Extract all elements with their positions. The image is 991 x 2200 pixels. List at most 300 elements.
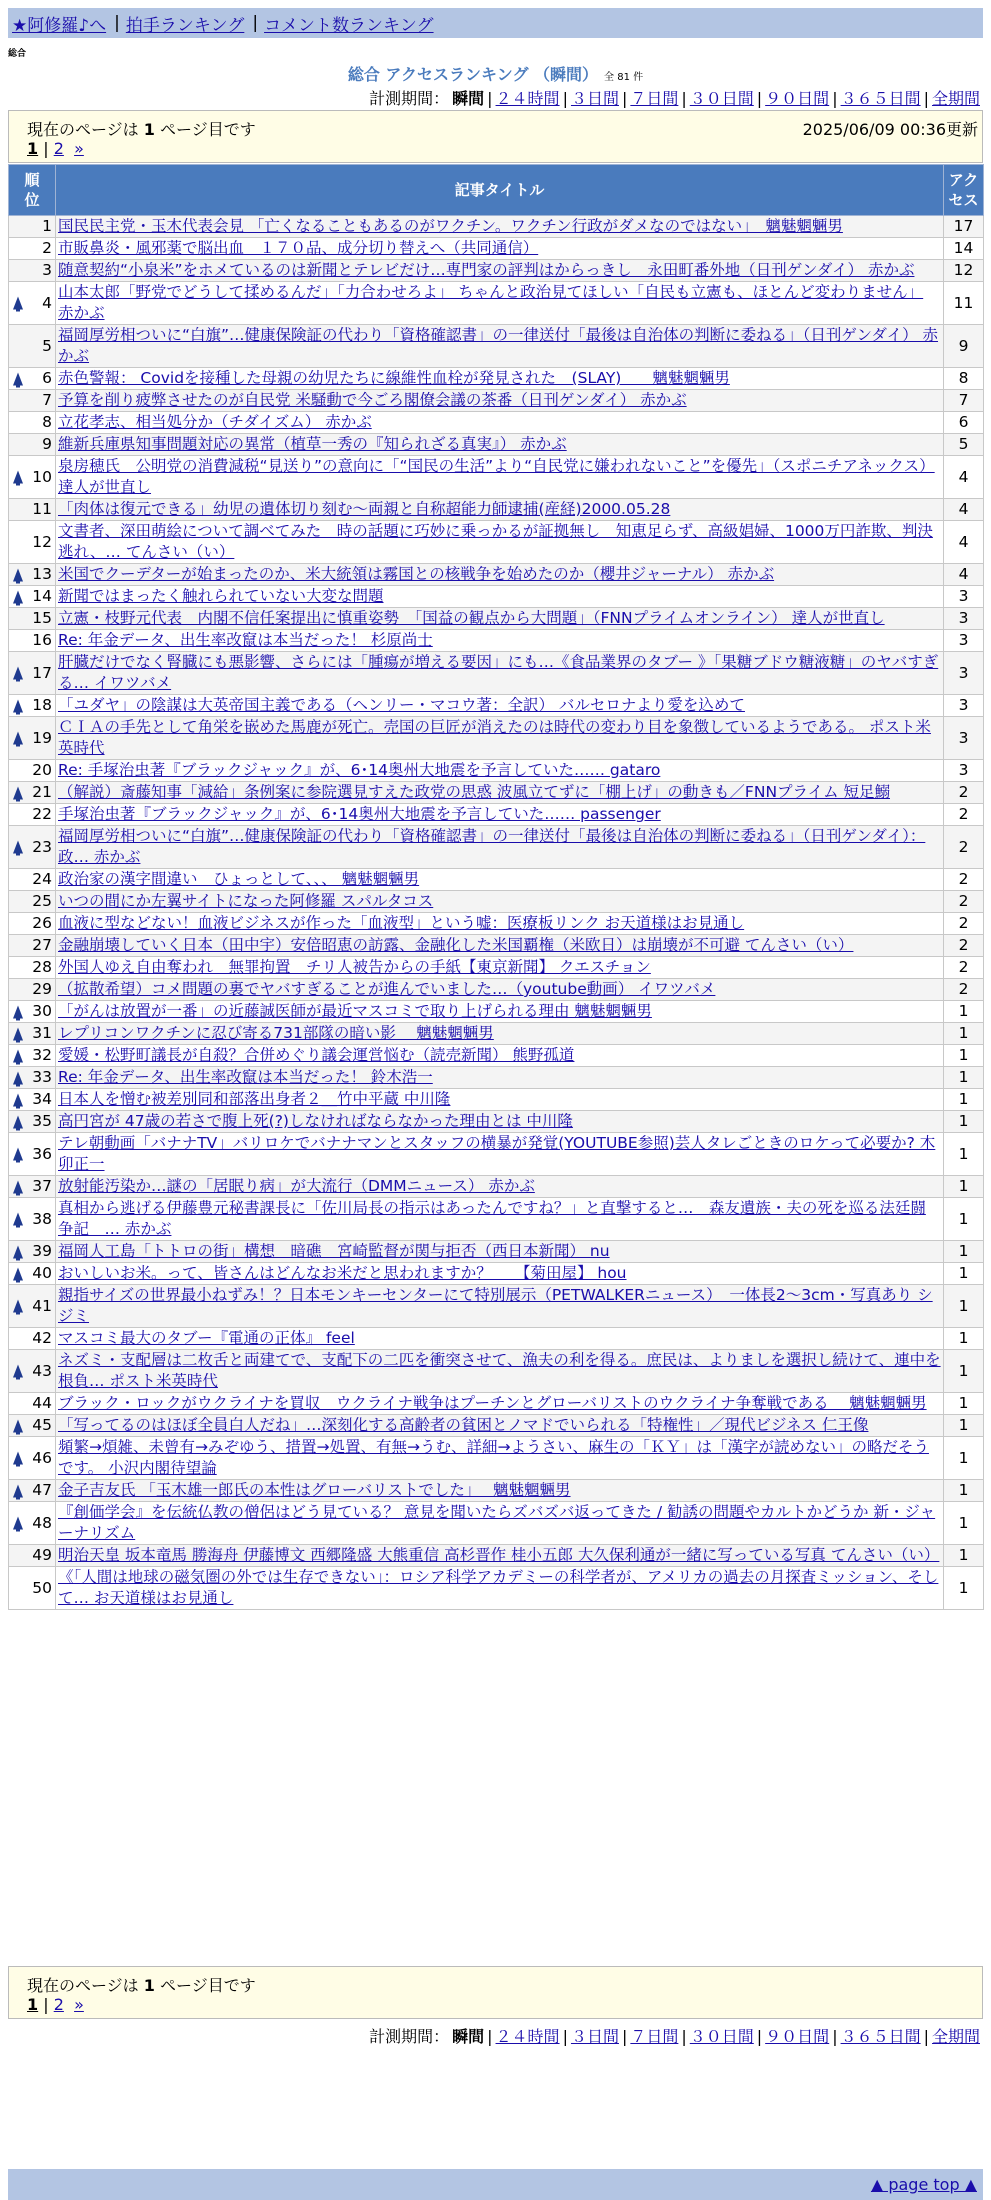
access-count: 1 xyxy=(944,1045,984,1067)
rank-up-arrow-icon xyxy=(13,732,23,745)
title-cell xyxy=(56,412,944,434)
table-row xyxy=(9,1480,984,1502)
article-title-link[interactable]: 肝臓だけでなく腎臓にも悪影響、さらには「腫瘍が増える要因」にも…《食品業界のタブー 》「果糖ブドウ糖液糖」のヤバすぎる… イワツバメ xyxy=(58,653,939,692)
article-title-link[interactable]: 頻繁→煩雑、未曾有→みぞゆう、措置→処置、有無→うむ、詳細→ようさい、麻生の「ＫＹ」は「漢字が読めない」の略だそうです。 小沢内閣待望論 xyxy=(58,1438,929,1477)
article-title-link[interactable]: 立憲・枝野元代表 内閣不信任案提出に慎重姿勢 「国益の観点から大問題」（FNNプライムオンライン） 達人が世直し xyxy=(58,609,885,627)
pager-next-link[interactable]: » xyxy=(74,139,84,158)
access-count: 2 xyxy=(944,957,984,979)
table-row xyxy=(9,869,984,891)
article-title-link[interactable]: 泉房穂氏 公明党の消費減税“見送り”の意向に「“国民の生活”より“自民党に嫌われないこと”を優先」（スポニチアネックス） 達人が世直し xyxy=(58,457,935,496)
table-row xyxy=(9,826,984,869)
rank-up-arrow-icon xyxy=(13,1365,23,1378)
rank-up-arrow-icon xyxy=(13,1049,23,1062)
access-count: 1 xyxy=(944,1176,984,1198)
access-count: 3 xyxy=(944,586,984,608)
rank-number: 18 xyxy=(32,696,52,714)
table-row xyxy=(9,1567,984,1610)
rank-number: 8 xyxy=(42,413,52,431)
rank-cell xyxy=(9,282,56,325)
access-count: 3 xyxy=(944,695,984,717)
rank-number: 50 xyxy=(32,1578,52,1597)
rank-up-arrow-icon xyxy=(13,471,23,484)
ranking-body xyxy=(9,216,984,1610)
rank-number: 20 xyxy=(32,761,52,779)
title-cell xyxy=(56,652,944,695)
title-cell xyxy=(56,390,944,412)
period-90d-link[interactable]: ９０日間 xyxy=(765,2027,830,2046)
access-count: 1 xyxy=(944,1545,984,1567)
title-cell xyxy=(56,760,944,782)
title-cell xyxy=(56,216,944,238)
rank-cell xyxy=(9,238,56,260)
rank-number: 40 xyxy=(32,1264,52,1282)
article-title-link[interactable]: 福岡人工島「トトロの街」構想 暗礁 宮崎監督が関与拒否（西日本新聞） nu xyxy=(58,1242,610,1260)
table-row xyxy=(9,1263,984,1285)
rank-cell xyxy=(9,325,56,368)
rank-up-arrow-icon xyxy=(13,1419,23,1432)
article-title-link[interactable]: 政治家の漢字間違い ひょっとして、、、 魑魅魍魎男 xyxy=(58,870,420,888)
title-cell xyxy=(56,1480,944,1502)
col-rank-header: 順位 xyxy=(9,165,56,216)
pager-current: 1 xyxy=(27,139,39,158)
access-count: 1 xyxy=(944,1437,984,1480)
rank-cell xyxy=(9,1045,56,1067)
access-count: 1 xyxy=(944,1023,984,1045)
table-row xyxy=(9,216,984,238)
title-cell xyxy=(56,1176,944,1198)
article-title-link[interactable]: 「肉体は復元できる」幼児の遺体切り刻む～両親と自称超能力師逮捕(産経)2000.05.28 xyxy=(58,500,671,518)
rank-cell xyxy=(9,782,56,804)
rank-number: 33 xyxy=(32,1068,52,1086)
rank-cell xyxy=(9,1133,56,1176)
rank-cell xyxy=(9,1263,56,1285)
article-title-link[interactable]: 親指サイズの世界最小ねずみ！？日本モンキーセンターにて特別展示（PETWALKERニュース） 一体長2～3cm・写真あり シジミ xyxy=(58,1286,933,1325)
table-row xyxy=(9,1133,984,1176)
rank-cell xyxy=(9,1567,56,1610)
title-cell xyxy=(56,1111,944,1133)
article-title-link[interactable]: ＣＩＡの手先として角栄を嵌めた馬鹿が死亡。売国の巨匠が消えたのは時代の変わり目を象徴しているようである。 ポスト米英時代 xyxy=(58,718,931,757)
updated-timestamp: 2025/06/09 00:36更新 xyxy=(802,120,978,139)
title-cell xyxy=(56,282,944,325)
article-title-link[interactable]: ネズミ・支配層は二枚舌と両建てで、支配下の二匹を衝突させて、漁夫の利を得る。庶民は、よりましを選択し続けて、連中を根負… ポスト米英時代 xyxy=(58,1351,941,1390)
access-count: 3 xyxy=(944,717,984,760)
rank-up-arrow-icon xyxy=(13,1267,23,1280)
rank-up-arrow-icon xyxy=(13,590,23,603)
title-cell xyxy=(56,238,944,260)
rank-up-arrow-icon xyxy=(13,1484,23,1497)
rank-cell xyxy=(9,390,56,412)
title-cell xyxy=(56,1328,944,1350)
title-cell xyxy=(56,1285,944,1328)
table-row xyxy=(9,630,984,652)
period-selector-bottom: 計測期間： 瞬間 | ２４時間 | ３日間 | ７日間 | ３０日間 | ９０日間 | ３６５日間 | 全期間 xyxy=(369,2027,980,2046)
period-24h-link[interactable]: ２４時間 xyxy=(495,2027,560,2046)
rank-cell xyxy=(9,1415,56,1437)
title-cell xyxy=(56,1001,944,1023)
table-row xyxy=(9,586,984,608)
article-title-link[interactable]: Re: 年金データ、出生率改竄は本当だった！ 鈴木浩一 xyxy=(58,1068,433,1086)
article-title-link[interactable]: 日本人を憎む被差別同和部落出身者２＿竹中平蔵 中川隆 xyxy=(58,1090,451,1108)
rank-number: 10 xyxy=(32,467,52,486)
article-title-link[interactable]: 明治天皇 坂本竜馬 勝海舟 伊藤博文 西郷隆盛 大熊重信 高杉晋作 桂小五郎 大久保利通が一緒に写っている写真 てんさい（い） xyxy=(58,1546,940,1564)
table-row xyxy=(9,456,984,499)
rank-number: 35 xyxy=(32,1112,52,1130)
title-cell xyxy=(56,1502,944,1545)
rank-cell xyxy=(9,1241,56,1263)
rank-cell xyxy=(9,260,56,282)
rank-number: 41 xyxy=(32,1296,52,1315)
period-label: 計測期間： xyxy=(369,2027,450,2046)
access-count: 1 xyxy=(944,1067,984,1089)
table-row xyxy=(9,979,984,1001)
article-title-link[interactable]: Re: 年金データ、出生率改竄は本当だった！ 杉原尚士 xyxy=(58,631,433,649)
table-row xyxy=(9,804,984,826)
rank-cell xyxy=(9,608,56,630)
table-row xyxy=(9,717,984,760)
title-cell xyxy=(56,979,944,1001)
rank-cell xyxy=(9,1001,56,1023)
title-cell xyxy=(56,564,944,586)
article-title-link[interactable]: 放射能汚染か…謎の「居眠り病」が大流行（DMMニュース） 赤かぶ xyxy=(58,1177,535,1195)
rank-number: 7 xyxy=(42,391,52,409)
rank-up-arrow-icon xyxy=(13,1005,23,1018)
title-cell xyxy=(56,499,944,521)
period-selector-top: 計測期間： 瞬間 | ２４時間 | ３日間 | ７日間 | ３０日間 | ９０日間 | ３６５日間 | 全期間 xyxy=(369,89,980,108)
rank-up-arrow-icon xyxy=(13,372,23,385)
rank-cell xyxy=(9,1198,56,1241)
article-title-link[interactable]: おいしいお米。って、皆さんはどんなお米だと思われますか？ 【菊田屋】 hou xyxy=(58,1264,627,1282)
rank-number: 48 xyxy=(32,1513,52,1532)
period-current: 瞬間 xyxy=(452,89,485,108)
rank-number: 39 xyxy=(32,1242,52,1260)
bottom-bar xyxy=(8,2169,983,2200)
rank-number: 11 xyxy=(32,500,52,518)
article-title-link[interactable]: 随意契約“小泉米”をホメているのは新聞とテレビだけ…専門家の評判はからっきし 永田町番外地（日刊ゲンダイ） 赤かぶ xyxy=(58,261,915,279)
rank-cell xyxy=(9,499,56,521)
rank-up-arrow-icon xyxy=(13,841,23,854)
title-cell xyxy=(56,1415,944,1437)
table-row xyxy=(9,1285,984,1328)
article-title-link[interactable]: 真相から逃げる伊藤豊元秘書課長に「佐川局長の指示はあったんですね？」と直撃すると… 森友遺族・夫の死を巡る法廷闘争記 … 赤かぶ xyxy=(58,1199,926,1238)
article-title-link[interactable]: 山本太郎「野党でどうして揉めるんだ」「力合わせろよ」 ちゃんと政治見てほしい「自民も立憲も、ほとんど変わりません」 赤かぶ xyxy=(58,283,924,322)
home-link[interactable]: ★阿修羅♪へ xyxy=(12,15,107,36)
title-cell xyxy=(56,804,944,826)
access-count: 1 xyxy=(944,1001,984,1023)
table-row xyxy=(9,1111,984,1133)
table-row xyxy=(9,695,984,717)
title-cell xyxy=(56,1241,944,1263)
rank-number: 21 xyxy=(32,783,52,801)
article-title-link[interactable]: 血液に型などない！血液ビジネスが作った「血液型」という嘘：医療板リンク お天道様はお見通し xyxy=(58,914,745,932)
table-row xyxy=(9,1067,984,1089)
table-row xyxy=(9,608,984,630)
period-all-link[interactable]: 全期間 xyxy=(931,89,980,108)
article-title-link[interactable]: 新聞ではまったく触れられていない大変な問題 xyxy=(58,587,384,605)
access-count: 4 xyxy=(944,499,984,521)
period-3d-link[interactable]: ３日間 xyxy=(570,89,619,108)
rank-number: 15 xyxy=(32,609,52,627)
period-all-link[interactable]: 全期間 xyxy=(931,2027,980,2046)
rank-number: 1 xyxy=(42,217,52,235)
article-title-link[interactable]: 国民民主党・玉木代表会見 「亡くなることもあるのがワクチン。ワクチン行政がダメなのではない」 魑魅魍魎男 xyxy=(58,217,843,235)
rank-up-arrow-icon xyxy=(13,1093,23,1106)
title-cell xyxy=(56,260,944,282)
rank-up-arrow-icon xyxy=(13,1452,23,1465)
access-count: 3 xyxy=(944,652,984,695)
access-count: 8 xyxy=(944,368,984,390)
rank-number: 24 xyxy=(32,870,52,888)
rank-cell xyxy=(9,979,56,1001)
article-title-link[interactable]: 《「人間は地球の磁気圏の外では生存できない」：ロシア科学アカデミーの科学者が、アメリカの過去の月探査ミッション、そして… お天道様はお見通し xyxy=(58,1568,939,1607)
article-title-link[interactable]: 外国人ゆえ自由奪われ 無罪拘置 チリ人被告からの手紙【東京新聞】 クエスチョン xyxy=(58,958,651,976)
table-row xyxy=(9,1045,984,1067)
page-top-link[interactable]: ▲ page top ▲ xyxy=(870,2175,977,2194)
table-row xyxy=(9,760,984,782)
access-count: 2 xyxy=(944,826,984,869)
table-row xyxy=(9,1023,984,1045)
table-row xyxy=(9,1545,984,1567)
article-title-link[interactable]: （拡散希望）コメ問題の裏でヤバすぎることが進んでいました…（youtube動画） イワツバメ xyxy=(58,980,716,998)
category-label: 総合 xyxy=(8,49,27,59)
article-title-link[interactable]: 福岡厚労相ついに“白旗”…健康保険証の代わり「資格確認書」の一律送付「最後は自治体の判断に委ねる」（日刊ゲンダイ）：政… 赤かぶ xyxy=(58,827,926,866)
rank-number: 14 xyxy=(32,587,52,605)
title-cell xyxy=(56,913,944,935)
article-title-link[interactable]: 予算を削り疲弊させたのが自民党 米騒動で今ごろ閣僚会議の茶番（日刊ゲンダイ） 赤かぶ xyxy=(58,391,687,409)
rank-cell xyxy=(9,564,56,586)
title-cell xyxy=(56,826,944,869)
article-title-link[interactable]: 立花孝志、相当処分か（チダイズム） 赤かぶ xyxy=(58,413,372,431)
rank-number: 3 xyxy=(42,261,52,279)
page-info-bottom xyxy=(8,1966,983,2019)
rank-up-arrow-icon xyxy=(13,1148,23,1161)
period-7d-link[interactable]: ７日間 xyxy=(630,2027,679,2046)
rank-up-arrow-icon xyxy=(13,1517,23,1530)
table-row xyxy=(9,1176,984,1198)
article-title-link[interactable]: 「がんは放置が一番」の近藤誠医師が最近マスコミで取り上げられる理由 魑魅魍魎男 xyxy=(58,1002,652,1020)
rank-number: 6 xyxy=(42,369,52,387)
rank-cell xyxy=(9,869,56,891)
article-title-link[interactable]: 福岡厚労相ついに“白旗”…健康保険証の代わり「資格確認書」の一律送付「最後は自治体の判断に委ねる」（日刊ゲンダイ） 赤かぶ xyxy=(58,326,939,365)
period-30d-link[interactable]: ３０日間 xyxy=(689,2027,754,2046)
access-count: 1 xyxy=(944,1133,984,1176)
article-title-link[interactable]: 『創価学会』を伝統仏教の僧侶はどう見ている？ 意見を聞いたらズバズバ返ってきた / 勧誘の問題やカルトかどうか 新・ジャーナリズム xyxy=(58,1503,936,1542)
article-title-link[interactable]: 愛媛・松野町議長が自殺？合併めぐり議会運営悩む（読売新聞） 熊野孤道 xyxy=(58,1046,575,1064)
rank-cell xyxy=(9,521,56,564)
rank-cell xyxy=(9,717,56,760)
article-title-link[interactable]: 金子吉友氏 「玉木雄一郎氏の本性はグローバリストでした」 魑魅魍魎男 xyxy=(58,1481,571,1499)
rank-number: 46 xyxy=(32,1448,52,1467)
title-cell xyxy=(56,1263,944,1285)
rank-cell xyxy=(9,1285,56,1328)
rank-number: 45 xyxy=(32,1416,52,1434)
ranking-title: 総合 アクセスランキング （瞬間） xyxy=(347,65,599,84)
rank-number: 2 xyxy=(42,239,52,257)
current-page-text: 現在のページは 1 ページ目です xyxy=(27,120,256,139)
access-count: 5 xyxy=(944,434,984,456)
rank-cell xyxy=(9,1437,56,1480)
period-365d-link[interactable]: ３６５日間 xyxy=(840,2027,921,2046)
comment-ranking-link[interactable]: コメント数ランキング xyxy=(264,15,434,36)
period-7d-link[interactable]: ７日間 xyxy=(630,89,679,108)
rank-number: 9 xyxy=(42,435,52,453)
top-nav-bar xyxy=(8,8,983,38)
title-cell xyxy=(56,325,944,368)
article-title-link[interactable]: テレ朝動画「バナナTV」バリロケでバナナマンとスタッフの横暴が発覚(YOUTUBE参照)芸人タレごときのロケって必要か? 木卯正一 xyxy=(58,1134,936,1173)
rank-number: 31 xyxy=(32,1024,52,1042)
table-row xyxy=(9,564,984,586)
rank-number: 28 xyxy=(32,958,52,976)
article-title-link[interactable]: （解説）斎藤知事「減給」条例案に参院選見すえた政党の思惑 波風立てずに「棚上げ」の動きも／FNNプライム 短足鰯 xyxy=(58,783,890,801)
rank-cell xyxy=(9,935,56,957)
title-cell xyxy=(56,521,944,564)
rank-number: 29 xyxy=(32,980,52,998)
rank-cell xyxy=(9,412,56,434)
rank-number: 30 xyxy=(32,1002,52,1020)
rank-up-arrow-icon xyxy=(13,1245,23,1258)
title-cell xyxy=(56,368,944,390)
rank-number: 26 xyxy=(32,914,52,932)
access-count: 6 xyxy=(944,412,984,434)
rank-number: 43 xyxy=(32,1361,52,1380)
rank-up-arrow-icon xyxy=(13,1071,23,1084)
access-count: 9 xyxy=(944,325,984,368)
rank-cell xyxy=(9,1480,56,1502)
rank-number: 32 xyxy=(32,1046,52,1064)
article-title-link[interactable]: 米国でクーデターが始まったのか、米大統領は霧国との核戦争を始めたのか（櫻井ジャーナル） 赤かぶ xyxy=(58,565,775,583)
table-row xyxy=(9,238,984,260)
rank-number: 38 xyxy=(32,1209,52,1228)
pager-bottom: 1 | 2 » xyxy=(27,1995,84,2014)
access-count: 4 xyxy=(944,456,984,499)
table-row xyxy=(9,1089,984,1111)
rank-up-arrow-icon xyxy=(13,667,23,680)
period-24h-link[interactable]: ２４時間 xyxy=(495,89,560,108)
access-count: 2 xyxy=(944,804,984,826)
table-row xyxy=(9,1502,984,1545)
rank-number: 47 xyxy=(32,1481,52,1499)
rank-number: 23 xyxy=(32,837,52,856)
rank-cell xyxy=(9,1111,56,1133)
access-count: 2 xyxy=(944,782,984,804)
rank-up-arrow-icon xyxy=(13,699,23,712)
access-count: 2 xyxy=(944,891,984,913)
page-title xyxy=(0,62,991,85)
article-title-link[interactable]: 維新兵庫県知事問題対応の異常（植草一秀の『知られざる真実』） 赤かぶ xyxy=(58,435,567,453)
access-count: 1 xyxy=(944,1089,984,1111)
table-row xyxy=(9,1350,984,1393)
article-title-link[interactable]: 高円宮が 47歳の若さで腹上死(?)しなければならなかった理由とは 中川隆 xyxy=(58,1112,573,1130)
rank-number: 17 xyxy=(32,663,52,682)
access-count: 1 xyxy=(944,1350,984,1393)
rank-number: 13 xyxy=(32,565,52,583)
access-count: 1 xyxy=(944,1198,984,1241)
table-row xyxy=(9,1437,984,1480)
article-title-link[interactable]: 赤色警報： Covidを接種した母親の幼児たちに線維性血栓が発見された (SLAY) 魑魅魍魎男 xyxy=(58,369,730,387)
title-cell xyxy=(56,434,944,456)
rank-number: 44 xyxy=(32,1394,52,1412)
period-30d-link[interactable]: ３０日間 xyxy=(689,89,754,108)
access-count: 3 xyxy=(944,760,984,782)
article-title-link[interactable]: レプリコンワクチンに忍び寄る731部隊の暗い影 魑魅魍魎男 xyxy=(58,1024,494,1042)
rank-cell xyxy=(9,368,56,390)
article-title-link[interactable]: 手塚治虫著『ブラックジャック』が、6･14奥州大地震を予言していた…… passenger xyxy=(58,805,661,823)
title-cell xyxy=(56,1198,944,1241)
table-row xyxy=(9,434,984,456)
rank-cell xyxy=(9,1350,56,1393)
table-row xyxy=(9,935,984,957)
title-cell xyxy=(56,1133,944,1176)
title-cell xyxy=(56,1023,944,1045)
pager-top: 1 | 2 » xyxy=(27,139,84,158)
rank-number: 16 xyxy=(32,631,52,649)
rank-cell xyxy=(9,695,56,717)
period-365d-link[interactable]: ３６５日間 xyxy=(840,89,921,108)
rank-cell xyxy=(9,826,56,869)
article-title-link[interactable]: 金融崩壊していく日本（田中宇）安倍昭恵の訪露、金融化した米国覇権（米欧日）は崩壊が不可避 てんさい（い） xyxy=(58,936,854,954)
rank-up-arrow-icon xyxy=(13,1213,23,1226)
access-count: 3 xyxy=(944,608,984,630)
article-title-link[interactable]: 「写ってるのはほぼ全員白人だね」…深刻化する高齢者の貧困とノマドでいられる「特権性」／現代ビジネス 仁王像 xyxy=(58,1416,869,1434)
clap-ranking-link[interactable]: 拍手ランキング xyxy=(125,15,245,36)
access-count: 1 xyxy=(944,1241,984,1263)
access-count: 7 xyxy=(944,390,984,412)
table-row xyxy=(9,368,984,390)
article-title-link[interactable]: 文書者、深田萌絵について調べてみた 時の話題に巧妙に乗っかるが証拠無し 知恵足らず、高級娼婦、1000万円詐欺、判決逃れ、… てんさい（い） xyxy=(58,522,933,561)
rank-cell xyxy=(9,434,56,456)
title-cell xyxy=(56,869,944,891)
rank-cell xyxy=(9,957,56,979)
rank-number: 49 xyxy=(32,1546,52,1564)
article-title-link[interactable]: ブラック・ロックがウクライナを買収 ウクライナ戦争はプーチンとグローバリストのウクライナ争奪戦である 魑魅魍魎男 xyxy=(58,1394,927,1412)
article-title-link[interactable]: いつの間にか左翼サイトになった阿修羅 スパルタコス xyxy=(58,892,434,910)
title-cell xyxy=(56,608,944,630)
rank-number: 22 xyxy=(32,805,52,823)
article-title-link[interactable]: 市販鼻炎・風邪薬で脳出血 １７０品、成分切り替えへ（共同通信） xyxy=(58,239,539,257)
rank-number: 5 xyxy=(42,336,52,355)
article-title-link[interactable]: Re: 手塚治虫著『ブラックジャック』が、6･14奥州大地震を予言していた…… gataro xyxy=(58,761,661,779)
rank-cell xyxy=(9,456,56,499)
article-title-link[interactable]: マスコミ最大のタブー『電通の正体』 feel xyxy=(58,1329,355,1347)
access-count: 1 xyxy=(944,1393,984,1415)
table-row xyxy=(9,1328,984,1350)
title-cell xyxy=(56,782,944,804)
period-3d-link[interactable]: ３日間 xyxy=(570,2027,619,2046)
pager-page-2-link[interactable]: 2 xyxy=(53,139,64,158)
title-cell xyxy=(56,717,944,760)
title-cell xyxy=(56,456,944,499)
rank-number: 36 xyxy=(32,1144,52,1163)
rank-up-arrow-icon xyxy=(13,1115,23,1128)
rank-cell xyxy=(9,652,56,695)
table-row xyxy=(9,260,984,282)
nav-separator: | xyxy=(114,13,120,33)
period-90d-link[interactable]: ９０日間 xyxy=(765,89,830,108)
table-row xyxy=(9,325,984,368)
access-count: 2 xyxy=(944,913,984,935)
table-row xyxy=(9,282,984,325)
pager-next-link[interactable]: » xyxy=(74,1995,84,2014)
rank-cell xyxy=(9,630,56,652)
article-title-link[interactable]: 「ユダヤ」の陰謀は大英帝国主義である（ヘンリー・マコウ著：全訳） バルセロナより愛を込めて xyxy=(58,696,745,714)
nav-separator: | xyxy=(252,13,259,33)
access-count: 1 xyxy=(944,1285,984,1328)
access-count: 1 xyxy=(944,1415,984,1437)
pager-current: 1 xyxy=(27,1995,39,2014)
title-cell xyxy=(56,630,944,652)
rank-cell xyxy=(9,891,56,913)
rank-cell xyxy=(9,586,56,608)
pager-page-2-link[interactable]: 2 xyxy=(53,1995,64,2014)
